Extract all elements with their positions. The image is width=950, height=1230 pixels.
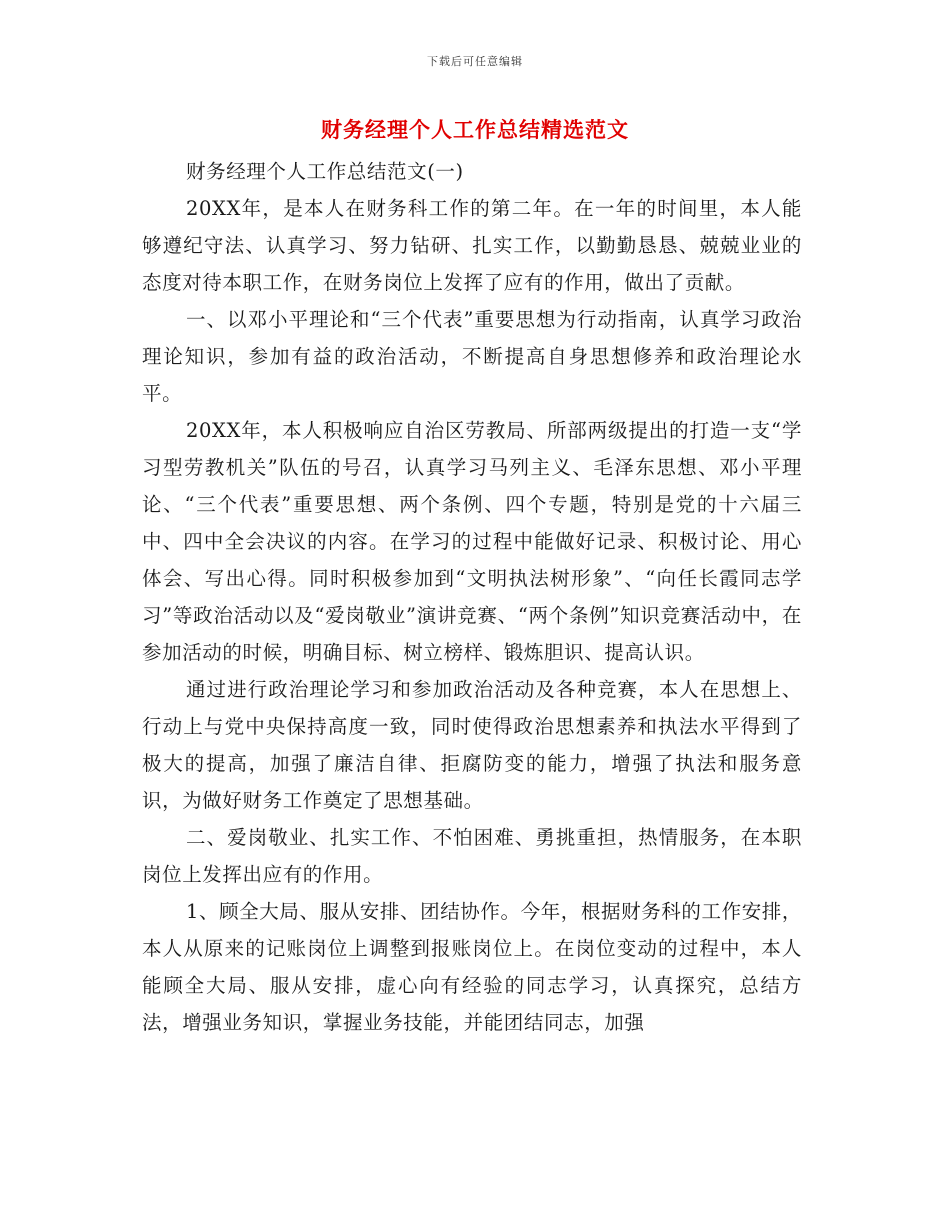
paragraph: 20XX年，是本人在财务科工作的第二年。在一年的时间里，本人能够遵纪守法、认真学习、努力钻研、扎实工作，以勤勤恳恳、兢兢业业的态度对待本职工作，在财务岗位上发挥了应有的作用，做出了贡献。 xyxy=(142,197,802,294)
document-body xyxy=(142,153,802,1041)
paragraph: 1、顾全大局、服从安排、团结协作。今年，根据财务科的工作安排，本人从原来的记账岗位上调整到报账岗位上。在岗位变动的过程中，本人能顾全大局、服从安排，虚心向有经验的同志学习，认真探究，总结方法，增强业务知识，掌握业务技能，并能团结同志，加强 xyxy=(142,900,803,1034)
paragraph-subtitle: 财务经理个人工作总结范文(一) xyxy=(186,160,464,183)
paragraph: 一、以邓小平理论和“三个代表”重要思想为行动指南，认真学习政治理论知识，参加有益的政治活动，不断提高自身思想修养和政治理论水平。 xyxy=(142,308,802,405)
paragraph: 通过进行政治理论学习和参加政治活动及各种竞赛，本人在思想上、行动上与党中央保持高度一致，同时使得政治思想素养和执法水平得到了极大的提高，加强了廉洁自律、拒腐防变的能力，增强了执法和服务意识，为做好财务工作奠定了思想基础。 xyxy=(142,678,802,812)
paragraph: 二、爱岗敬业、扎实工作、不怕困难、勇挑重担，热情服务，在本职岗位上发挥出应有的作用。 xyxy=(142,826,802,886)
header-note: 下载后可任意编辑 xyxy=(427,55,523,68)
document-title: 财务经理个人工作总结精选范文 xyxy=(321,117,629,142)
paragraph: 20XX年，本人积极响应自治区劳教局、所部两级提出的打造一支“学习型劳教机关”队伍的号召，认真学习马列主义、毛泽东思想、邓小平理论、“三个代表”重要思想、两个条例、四个专题，特别是党的十六届三中、四中全会决议的内容。在学习的过程中能做好记录、积极讨论、用心体会、写出心得。同时积极参加到“文明执法树形象”、“向任长霞同志学习”等政治活动以及“爱岗敬业”演讲竞赛、“两个条例”知识竞赛活动中，在参加活动的时候，明确目标、树立榜样、锻炼胆识、提高认识。 xyxy=(142,419,802,664)
